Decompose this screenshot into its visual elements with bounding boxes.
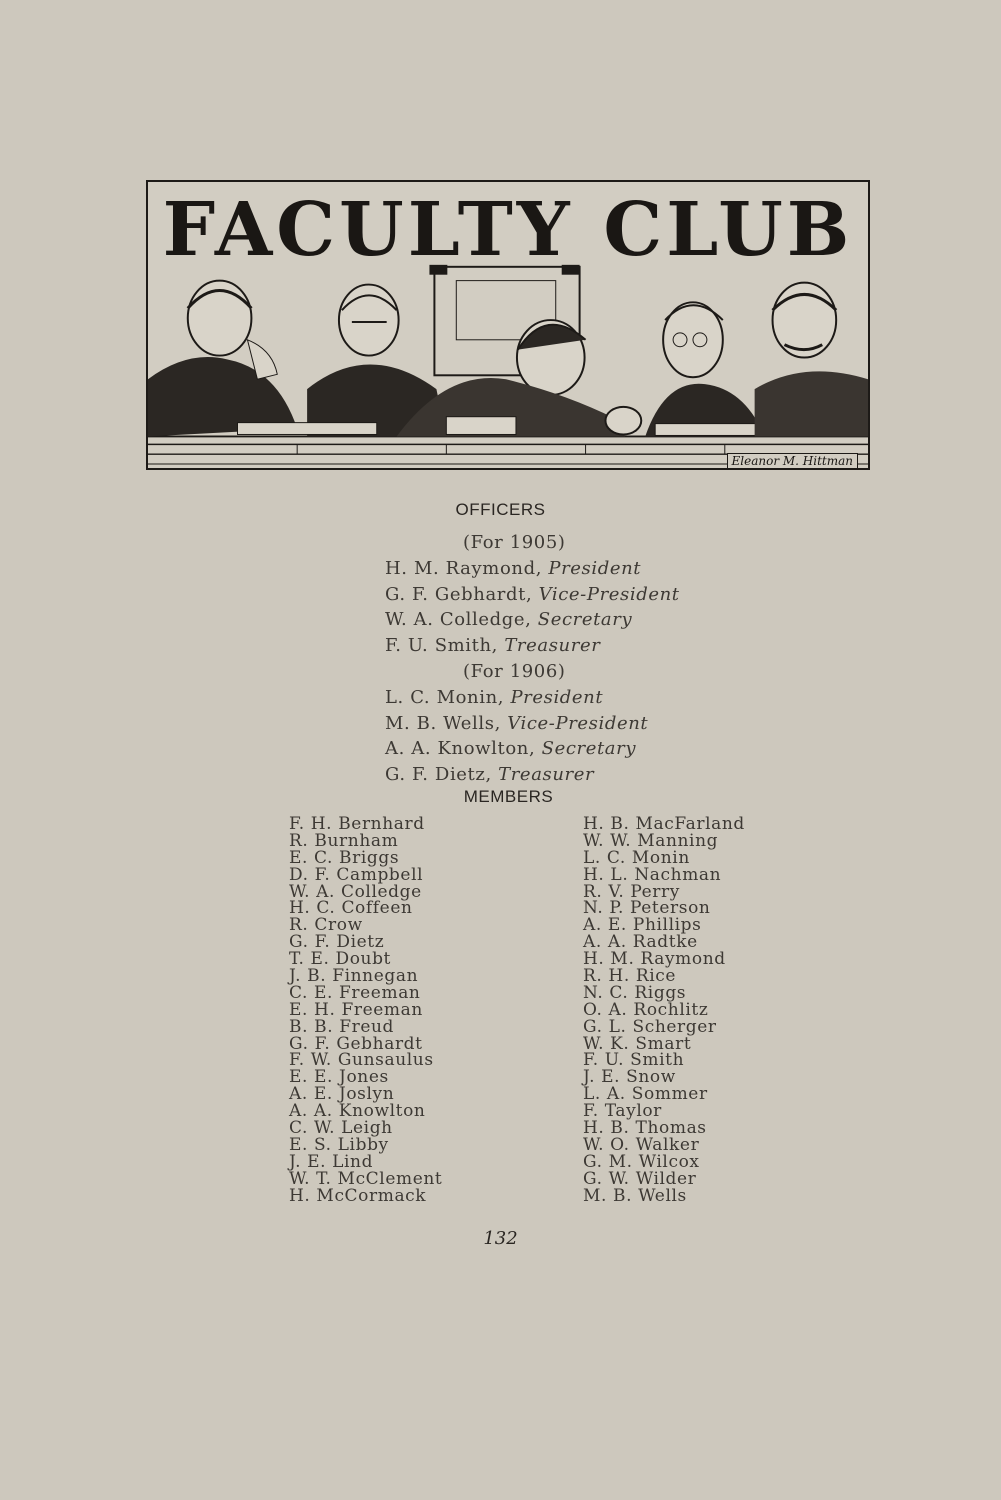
member-name: M. B. Wells [583,1185,687,1206]
member-name: H. C. Coffeen [289,898,413,919]
member-name: N. P. Peterson [583,898,711,919]
officer-entry [385,762,765,788]
officer-entry [385,607,765,633]
member-name: H. B. Thomas [583,1118,707,1139]
member-name: A. A. Knowlton [289,1101,426,1122]
member-name: F. Taylor [583,1101,662,1122]
member-name: F. U. Smith [583,1050,685,1071]
officer-name: W. A. Colledge, [385,609,532,631]
member-name: O. A. Rochlitz [583,999,709,1020]
year-label: (For 1905) [463,532,566,553]
header-illustration [146,180,870,470]
member-name: R. V. Perry [583,881,680,902]
member-name: G. F. Gebhardt [289,1033,423,1054]
officer-role: Treasurer [504,635,601,657]
officer-name: A. A. Knowlton, [385,738,536,760]
year-label: (For 1906) [463,660,566,682]
officer-name: L. C. Monin, [385,686,505,708]
member-name: R. Burnham [289,830,399,851]
member-name: H. B. MacFarland [583,814,745,834]
member-name: W. A. Colledge [289,881,422,902]
member-name: E. C. Briggs [289,847,400,868]
member-name: A. E. Joslyn [289,1084,395,1105]
officer-role: Vice-President [507,712,649,734]
officer-name: G. F. Dietz, [385,764,492,786]
member-name: R. H. Rice [583,966,677,987]
officer-entry [385,582,765,608]
officer-entry [385,556,765,582]
member-name: H. L. Nachman [583,864,722,885]
officer-role: President [510,686,604,708]
officer-entry [385,711,765,737]
member-name: E. E. Jones [289,1067,389,1088]
officers-heading: OFFICERS [455,500,546,519]
officer-role: Treasurer [498,764,595,786]
member-name: G. F. Dietz [289,932,385,953]
member-name: L. C. Monin [583,847,690,868]
page-number: 132 [483,1228,518,1249]
members-right-column [583,816,745,1204]
officer-name: F. U. Smith, [385,635,498,657]
member-name: H. M. Raymond [583,949,726,970]
officer-role: President [548,557,642,579]
officer-list [385,530,765,788]
officer-role: Secretary [541,738,637,760]
member-name: W. K. Smart [583,1033,692,1054]
member-name: W. W. Manning [583,830,719,851]
member-name: J. B. Finnegan [289,966,419,987]
officer-entry [385,736,765,762]
member-name: C. W. Leigh [289,1118,393,1139]
officer-name: M. B. Wells, [385,712,501,734]
officer-name: H. M. Raymond, [385,557,543,579]
member-name: E. S. Libby [289,1134,389,1155]
member-name: F. W. Gunsaulus [289,1050,434,1071]
member-name: A. E. Phillips [583,915,702,936]
artist-signature: Eleanor M. Hittman [727,453,858,468]
member-name: H. McCormack [289,1185,427,1206]
member-name: W. O. Walker [583,1134,700,1155]
members-heading: MEMBERS [463,787,554,806]
members-left-column [289,816,442,1204]
member-name: C. E. Freeman [289,982,421,1003]
member-name: E. H. Freeman [289,999,423,1020]
member-name: A. A. Radtke [583,932,698,953]
member-name: L. A. Sommer [583,1084,708,1105]
officer-name: G. F. Gebhardt, [385,583,533,605]
header-title: FACULTY CLUB [162,187,854,273]
member-name: N. C. Riggs [583,982,687,1003]
member-name: G. W. Wilder [583,1168,697,1189]
member-name: G. L. Scherger [583,1016,717,1037]
member-name: J. E. Snow [583,1067,676,1088]
officer-entry [385,633,765,659]
member-name: W. T. McClement [289,1168,443,1189]
officer-entry [385,685,765,711]
member-name: D. F. Campbell [289,864,424,885]
member-name: T. E. Doubt [289,949,391,970]
officer-role: Vice-President [538,583,680,605]
member-name: B. B. Freud [289,1016,395,1037]
member-name: F. H. Bernhard [289,814,425,834]
member-name: G. M. Wilcox [583,1151,700,1172]
member-name: R. Crow [289,915,363,936]
member-name: J. E. Lind [289,1151,374,1172]
officer-role: Secretary [537,609,633,631]
